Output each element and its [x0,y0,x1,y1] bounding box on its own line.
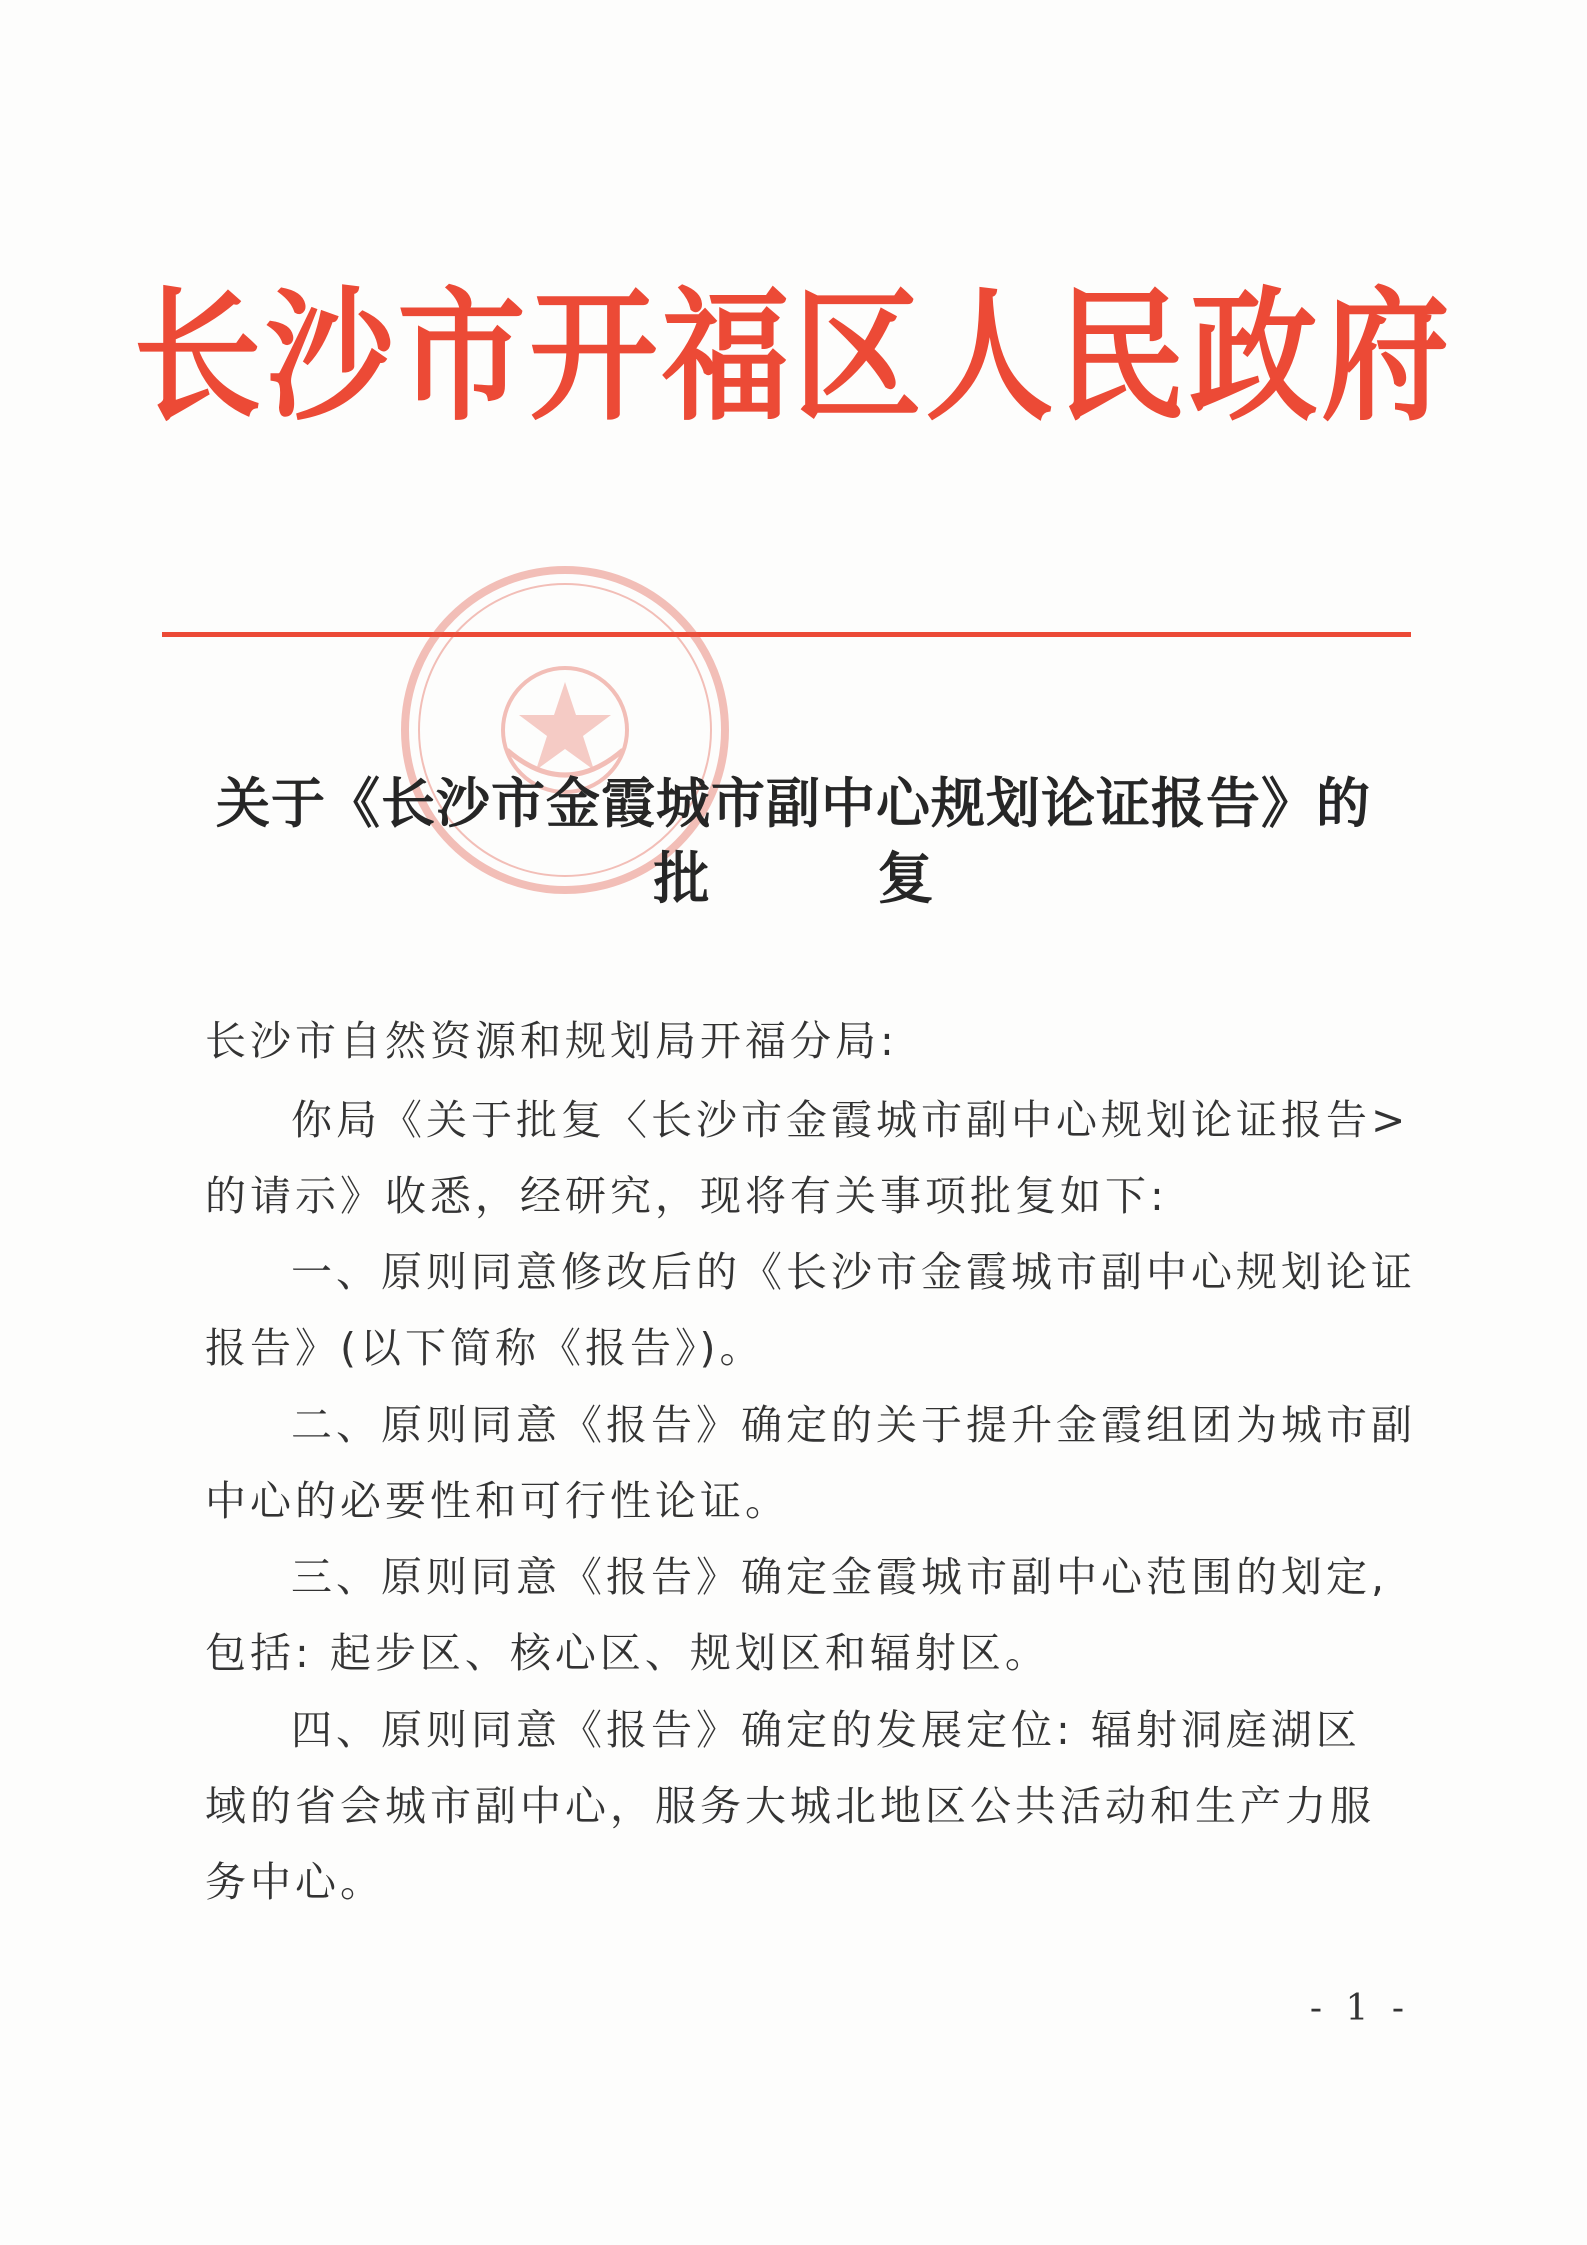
body-line: 四、原则同意《报告》确定的发展定位: 辐射洞庭湖区 [291,1706,1361,1754]
body-line: 二、原则同意《报告》确定的关于提升金霞组团为城市副 [291,1401,1416,1449]
document-type-char-1: 批 [653,846,710,912]
document-title: 关于《长沙市金霞城市副中心规划论证报告》的 [216,771,1371,835]
document-type-char-2: 复 [877,846,934,912]
page-number: - 1 - [1309,1988,1410,2029]
document-type-heading [0,840,1587,918]
body-line: 的请示》收悉，经研究，现将有关事项批复如下: [205,1172,1168,1220]
body-line: 包括: 起步区、核心区、规划区和辐射区。 [205,1629,1050,1677]
red-separator-rule [162,632,1411,637]
body-line: 域的省会城市副中心，服务大城北地区公共活动和生产力服 [205,1782,1375,1830]
issuer-masthead: 长沙市开福区人民政府 [133,273,1454,442]
body-line: 报告》(以下简称《报告》)。 [205,1324,765,1372]
body-line: 三、原则同意《报告》确定金霞城市副中心范围的划定, [291,1553,1389,1601]
recipient-line: 长沙市自然资源和规划局开福分局: [205,1017,898,1065]
body-line: 你局《关于批复〈长沙市金霞城市副中心规划论证报告> [291,1096,1410,1144]
body-line: 一、原则同意修改后的《长沙市金霞城市副中心规划论证 [291,1248,1416,1296]
body-line: 务中心。 [205,1858,385,1906]
body-line: 中心的必要性和可行性论证。 [205,1477,790,1525]
